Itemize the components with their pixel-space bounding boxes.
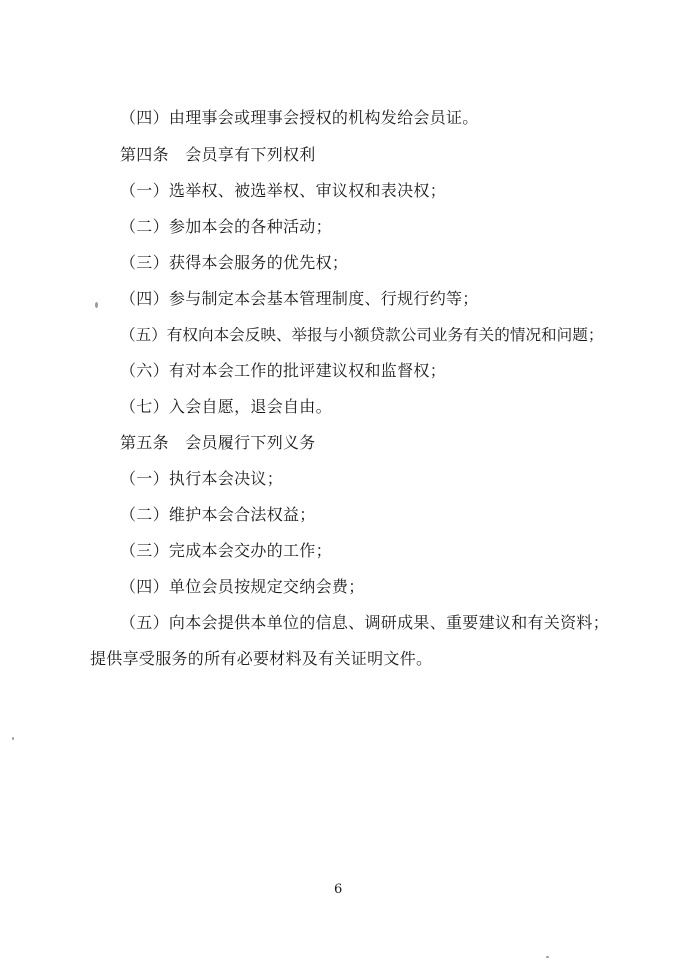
list-item: （一）选举权、被选举权、审议权和表决权； bbox=[120, 181, 447, 200]
scan-speck bbox=[95, 302, 98, 308]
list-item: （五）向本会提供本单位的信息、调研成果、重要建议和有关资料； bbox=[120, 613, 610, 632]
page-number: 6 bbox=[334, 882, 343, 897]
list-item: （七）入会自愿，退会自由。 bbox=[120, 397, 332, 416]
article-heading-4: 第四条 会员享有下列权利 bbox=[120, 145, 316, 164]
list-item: （六）有对本会工作的批评建议权和监督权； bbox=[120, 361, 447, 380]
list-item: （四）参与制定本会基本管理制度、行规行约等； bbox=[120, 289, 479, 308]
list-item: （二）参加本会的各种活动； bbox=[120, 217, 332, 236]
list-item: （四）单位会员按规定交纳会费； bbox=[120, 577, 365, 596]
list-item: （三）获得本会服务的优先权； bbox=[120, 253, 349, 272]
paragraph-continuation: 提供享受服务的所有必要材料及有关证明文件。 bbox=[90, 649, 433, 668]
list-item: （二）维护本会合法权益； bbox=[120, 505, 316, 524]
list-item: （三）完成本会交办的工作； bbox=[120, 541, 332, 560]
list-item: （一）执行本会决议； bbox=[120, 469, 284, 488]
paragraph-line: （四）由理事会或理事会授权的机构发给会员证。 bbox=[120, 108, 479, 127]
scan-speck bbox=[12, 737, 14, 740]
scan-speck bbox=[546, 956, 549, 958]
list-item: （五）有权向本会反映、举报与小额贷款公司业务有关的情况和问题； bbox=[120, 326, 604, 344]
article-heading-5: 第五条 会员履行下列义务 bbox=[120, 433, 316, 452]
